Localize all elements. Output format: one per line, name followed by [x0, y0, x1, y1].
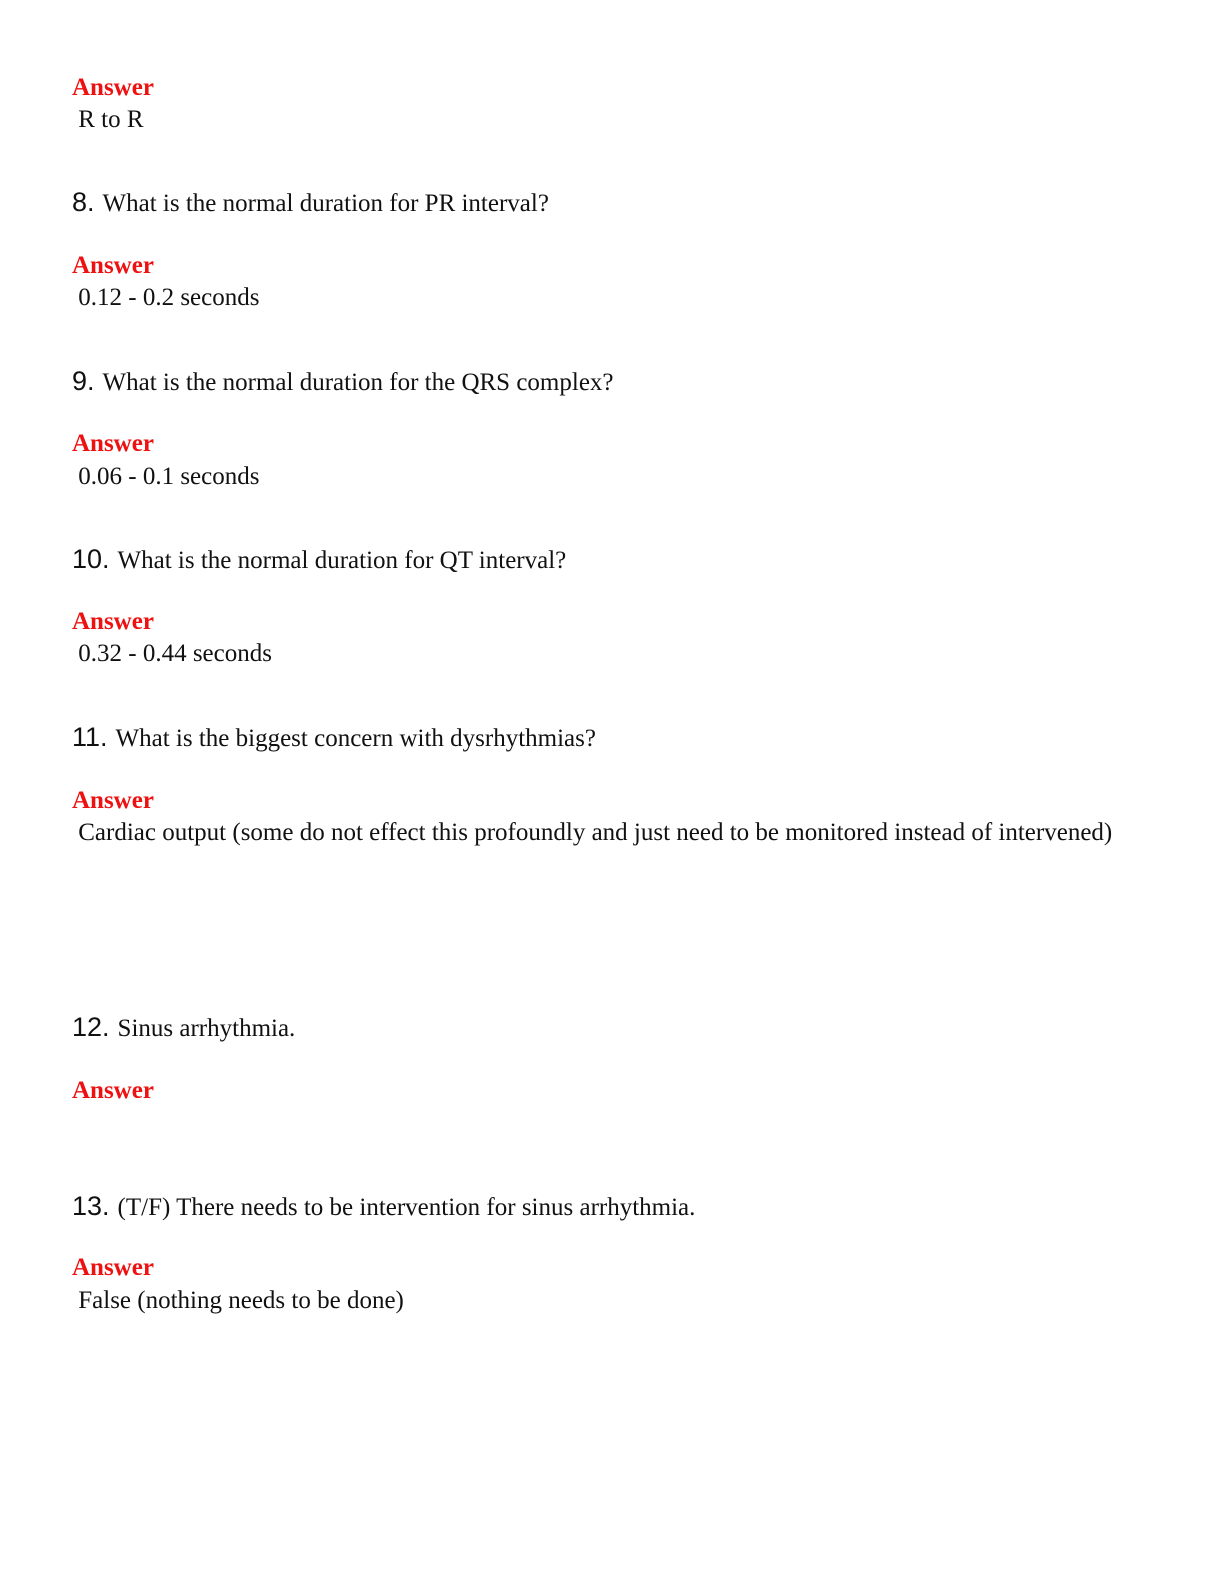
answer-label: Answer	[72, 787, 154, 814]
answer-text: 0.32 - 0.44 seconds	[72, 640, 272, 667]
answer-label: Answer	[72, 1077, 154, 1104]
answer-label: Answer	[72, 1254, 154, 1281]
question-text: What is the normal duration for QT interval?	[117, 547, 567, 574]
answer-text: 0.06 - 0.1 seconds	[72, 463, 260, 490]
answer-label: Answer	[72, 252, 154, 279]
question-number: 8.	[72, 187, 95, 217]
question-text: Sinus arrhythmia.	[117, 1015, 296, 1042]
answer-text: False (nothing needs to be done)	[72, 1287, 404, 1314]
question-11	[72, 721, 596, 758]
question-10	[72, 543, 566, 580]
question-number: 11.	[72, 722, 108, 752]
answer-text: R to R	[72, 106, 144, 133]
question-number: 10.	[72, 544, 110, 574]
answer-label: Answer	[72, 74, 154, 101]
answer-text: 0.12 - 0.2 seconds	[72, 284, 260, 311]
question-8	[72, 186, 549, 223]
question-text: (T/F) There needs to be intervention for sinus arrhythmia.	[117, 1194, 696, 1221]
answer-text: Cardiac output (some do not effect this profoundly and just need to be monitored instead of intervened)	[72, 819, 1113, 846]
question-text: What is the normal duration for PR interval?	[102, 190, 549, 217]
question-text: What is the normal duration for the QRS complex?	[102, 369, 614, 396]
answer-label: Answer	[72, 608, 154, 635]
question-number: 13.	[72, 1191, 110, 1221]
question-12	[72, 1011, 295, 1048]
question-number: 12.	[72, 1012, 110, 1042]
question-number: 9.	[72, 366, 95, 396]
answer-label: Answer	[72, 430, 154, 457]
question-13	[72, 1190, 695, 1227]
question-9	[72, 365, 614, 402]
question-text: What is the biggest concern with dysrhythmias?	[115, 725, 596, 752]
